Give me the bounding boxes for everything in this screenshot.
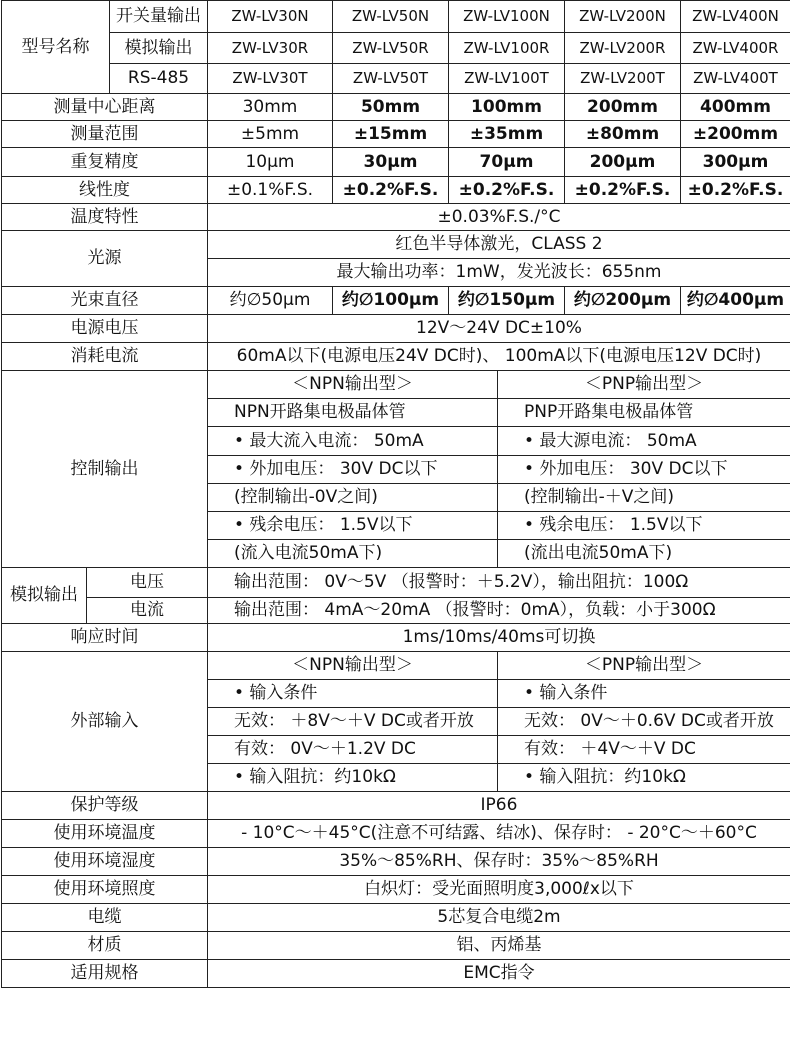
ambient-humidity-value: 35%～85%RH、保存时：35%～85%RH bbox=[207, 847, 790, 876]
protection-label: 保护等级 bbox=[1, 791, 208, 820]
supply-voltage-value: 12V～24V DC±10% bbox=[207, 314, 790, 343]
rs485-model: ZW-LV400T bbox=[680, 63, 790, 94]
standard-label: 适用规格 bbox=[1, 959, 208, 988]
center-distance-value: 100mm bbox=[448, 93, 565, 121]
linearity-value: ±0.2%F.S. bbox=[564, 176, 681, 204]
supply-voltage-label: 电源电压 bbox=[1, 314, 208, 343]
external-input-npn: ＜NPN输出型＞ bbox=[207, 651, 498, 680]
material-value: 铝、丙烯基 bbox=[207, 931, 790, 960]
cable-value: 5芯复合电缆2m bbox=[207, 903, 790, 932]
external-input-npn: • 输入条件 bbox=[207, 679, 498, 708]
ambient-illuminance-label: 使用环境照度 bbox=[1, 875, 208, 904]
rs485-model: ZW-LV50T bbox=[332, 63, 449, 94]
light-source-type: 红色半导体激光，CLASS 2 bbox=[207, 230, 790, 259]
analog-model: ZW-LV30R bbox=[207, 32, 333, 64]
repeatability-value: 30μm bbox=[332, 147, 449, 177]
analog-model: ZW-LV50R bbox=[332, 32, 449, 64]
measuring-range-value: ±5mm bbox=[207, 120, 333, 148]
switch-model: ZW-LV400N bbox=[680, 0, 790, 33]
external-input-pnp: 无效： 0V～＋0.6V DC或者开放 bbox=[497, 707, 790, 736]
analog-model: ZW-LV400R bbox=[680, 32, 790, 64]
model-name-label: 型号名称 bbox=[1, 0, 110, 94]
control-output-npn: • 外加电压： 30V DC以下 bbox=[207, 455, 498, 484]
switch-model: ZW-LV200N bbox=[564, 0, 681, 33]
external-input-pnp: 有效： ＋4V～＋V DC bbox=[497, 735, 790, 764]
response-time-value: 1ms/10ms/40ms可切换 bbox=[207, 623, 790, 652]
linearity-value: ±0.1%F.S. bbox=[207, 176, 333, 204]
control-output-npn: • 最大流入电流： 50mA bbox=[207, 426, 498, 456]
control-output-pnp: • 残余电压： 1.5V以下 bbox=[497, 511, 790, 540]
analog-model: ZW-LV200R bbox=[564, 32, 681, 64]
temperature-characteristic-label: 温度特性 bbox=[1, 203, 208, 231]
linearity-value: ±0.2%F.S. bbox=[332, 176, 449, 204]
external-input-pnp: • 输入条件 bbox=[497, 679, 790, 708]
center-distance-value: 200mm bbox=[564, 93, 681, 121]
analog-output-row-label: 模拟输出 bbox=[1, 567, 87, 624]
external-input-pnp: ＜PNP输出型＞ bbox=[497, 651, 790, 680]
ambient-illuminance-value: 白炽灯：受光面照明度3,000ℓx以下 bbox=[207, 875, 790, 904]
switch-output-label: 开关量输出 bbox=[109, 0, 208, 33]
linearity-label: 线性度 bbox=[1, 176, 208, 204]
external-input-npn: • 输入阻抗：约10kΩ bbox=[207, 763, 498, 792]
protection-value: IP66 bbox=[207, 791, 790, 820]
control-output-npn: • 残余电压： 1.5V以下 bbox=[207, 511, 498, 540]
rs485-model: ZW-LV200T bbox=[564, 63, 681, 94]
ambient-humidity-label: 使用环境湿度 bbox=[1, 847, 208, 876]
analog-output-label: 模拟输出 bbox=[109, 32, 208, 64]
cable-label: 电缆 bbox=[1, 903, 208, 932]
control-output-label: 控制输出 bbox=[1, 370, 208, 568]
beam-diameter-value: 约∅200μm bbox=[564, 286, 681, 315]
analog-voltage-value: 输出范围： 0V～5V （报警时：＋5.2V），输出阻抗：100Ω bbox=[207, 567, 790, 598]
beam-diameter-value: 约∅150μm bbox=[448, 286, 565, 315]
standard-value: EMC指令 bbox=[207, 959, 790, 988]
beam-diameter-value: 约∅400μm bbox=[680, 286, 790, 315]
beam-diameter-value: 约∅100μm bbox=[332, 286, 449, 315]
center-distance-label: 测量中心距离 bbox=[1, 93, 208, 121]
linearity-value: ±0.2%F.S. bbox=[448, 176, 565, 204]
ambient-temperature-value: - 10°C～＋45°C(注意不可结露、结冰)、保存时： - 20°C～＋60°C bbox=[207, 819, 790, 848]
rs485-model: ZW-LV30T bbox=[207, 63, 333, 94]
repeatability-label: 重复精度 bbox=[1, 147, 208, 177]
control-output-npn: (流入电流50mA下) bbox=[207, 539, 498, 568]
linearity-value: ±0.2%F.S. bbox=[680, 176, 790, 204]
analog-current-label: 电流 bbox=[86, 597, 208, 624]
light-source-power: 最大输出功率：1mW，发光波长：655nm bbox=[207, 258, 790, 287]
repeatability-value: 70μm bbox=[448, 147, 565, 177]
analog-model: ZW-LV100R bbox=[448, 32, 565, 64]
center-distance-value: 400mm bbox=[680, 93, 790, 121]
rs485-label: RS-485 bbox=[109, 63, 208, 94]
measuring-range-value: ±80mm bbox=[564, 120, 681, 148]
control-output-npn: ＜NPN输出型＞ bbox=[207, 370, 498, 399]
center-distance-value: 50mm bbox=[332, 93, 449, 121]
light-source-label: 光源 bbox=[1, 230, 208, 287]
material-label: 材质 bbox=[1, 931, 208, 960]
control-output-pnp: ＜PNP输出型＞ bbox=[497, 370, 790, 399]
control-output-pnp: (控制输出-＋V之间) bbox=[497, 483, 790, 512]
external-input-npn: 有效： 0V～＋1.2V DC bbox=[207, 735, 498, 764]
analog-current-value: 输出范围： 4mA～20mA （报警时：0mA），负载：小于300Ω bbox=[207, 597, 790, 624]
response-time-label: 响应时间 bbox=[1, 623, 208, 652]
current-consumption-label: 消耗电流 bbox=[1, 342, 208, 371]
switch-model: ZW-LV30N bbox=[207, 0, 333, 33]
ambient-temperature-label: 使用环境温度 bbox=[1, 819, 208, 848]
control-output-pnp: • 外加电压： 30V DC以下 bbox=[497, 455, 790, 484]
beam-diameter-label: 光束直径 bbox=[1, 286, 208, 315]
beam-diameter-value: 约∅50μm bbox=[207, 286, 333, 315]
measuring-range-label: 测量范围 bbox=[1, 120, 208, 148]
external-input-npn: 无效： ＋8V～＋V DC或者开放 bbox=[207, 707, 498, 736]
measuring-range-value: ±35mm bbox=[448, 120, 565, 148]
repeatability-value: 10μm bbox=[207, 147, 333, 177]
rs485-model: ZW-LV100T bbox=[448, 63, 565, 94]
switch-model: ZW-LV100N bbox=[448, 0, 565, 33]
measuring-range-value: ±200mm bbox=[680, 120, 790, 148]
center-distance-value: 30mm bbox=[207, 93, 333, 121]
analog-voltage-label: 电压 bbox=[86, 567, 208, 598]
temperature-characteristic-value: ±0.03%F.S./°C bbox=[207, 203, 790, 231]
control-output-npn: NPN开路集电极晶体管 bbox=[207, 398, 498, 427]
current-consumption-value: 60mA以下(电源电压24V DC时)、 100mA以下(电源电压12V DC时) bbox=[207, 342, 790, 371]
control-output-pnp: (流出电流50mA下) bbox=[497, 539, 790, 568]
measuring-range-value: ±15mm bbox=[332, 120, 449, 148]
switch-model: ZW-LV50N bbox=[332, 0, 449, 33]
external-input-label: 外部输入 bbox=[1, 651, 208, 792]
control-output-npn: (控制输出-0V之间) bbox=[207, 483, 498, 512]
control-output-pnp: PNP开路集电极晶体管 bbox=[497, 398, 790, 427]
external-input-pnp: • 输入阻抗：约10kΩ bbox=[497, 763, 790, 792]
repeatability-value: 300μm bbox=[680, 147, 790, 177]
repeatability-value: 200μm bbox=[564, 147, 681, 177]
control-output-pnp: • 最大源电流： 50mA bbox=[497, 426, 790, 456]
spec-table bbox=[1, 0, 789, 987]
